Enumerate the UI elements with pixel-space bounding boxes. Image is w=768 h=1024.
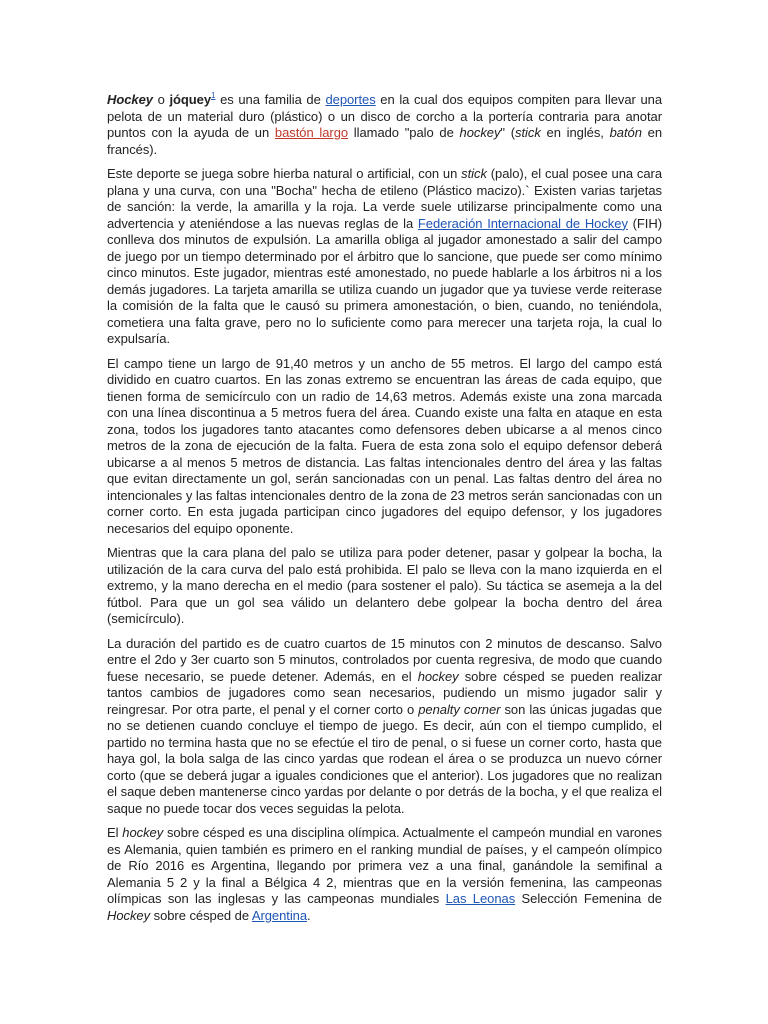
text-segment: (palo), el cual posee una cara plana y una curva, con una "Bocha" hecha de etileno (Plástico macizo).` Existen varias tarjetas de sanción: la verde, la amarilla y la roja. La verde suele utilizarse principalmente como una advertencia y ateniéndose a las nuevas reglas de la xyxy=(107,166,663,231)
text-segment: sobre césped de xyxy=(150,907,252,923)
link-baston-largo[interactable]: bastón largo xyxy=(274,125,349,140)
text-segment: (FIH) conlleva dos minutos de expulsión. La amarilla obliga al jugador amonestado a salir del campo de juego por un tiempo determinado por el árbitro que lo sancione, que puede ser como mínimo cinco minutos. Este jugador, mientras esté amonestado, no puede hablarle a los árbitros ni a los demás jugadores. La tarjeta amarilla se utiliza cuando un jugador que ya tuviese verde reiterase la comisión de la falta que le causó su primera amonestación, o bien, cuando, no teniéndola, cometiera una falta grave, pero no lo suficiente como para merecer una tarjeta roja, la cual lo expulsaría. xyxy=(107,215,662,346)
term-stick: stick xyxy=(461,166,487,181)
term-hockey: hockey xyxy=(122,825,164,840)
paragraph-stick-use xyxy=(107,545,662,628)
term-stick: stick xyxy=(515,125,541,140)
text-segment: en inglés, xyxy=(540,125,610,140)
term-penalty-corner: penalty corner xyxy=(418,701,501,717)
article-body xyxy=(107,92,662,932)
link-deportes[interactable]: deportes xyxy=(325,92,376,107)
text-segment: son las únicas jugadas que no se detienen cuando concluye el tiempo de juego. Es decir, aún con el tiempo cumplido, el partido no termina hasta que no se efectúe el tiro de penal, o si fuese un corner corto, hasta que haya gol, la bola salga de las cinco yardas que rodean el área o se produzca un nuevo córner corto (que se deberá jugar a iguales condiciones que el anterior). Los jugadores que no realizan el saque deben mantenerse cinco yardas por delante o por detrás de la bocha, y el que realiza el saque no puede tocar dos veces seguidas la pelota. xyxy=(107,701,663,816)
text-segment: en francés). xyxy=(107,125,663,157)
text-segment: " ( xyxy=(500,125,516,140)
footnote-ref-link[interactable]: 1 xyxy=(211,91,216,100)
term-joquey: jóquey xyxy=(169,92,212,107)
text-segment: sobre césped se pueden realizar tantos cambios de jugadores como sean necesarios, pudiendo un mismo jugador salir y reingresar. Por otra parte, el penal y el corner corto o xyxy=(107,668,662,717)
text-segment: El campo tiene un largo de 91,40 metros y un ancho de 55 metros. El largo del campo está dividido en cuatro cuartos. En las zonas extremo se encuentran las áreas de cada equipo, que tienen forma de semicírculo con un radio de 14,63 metros. Además existe una zona marcada con una línea discontinua a 5 metros fuera del área. Cuando existe una falta en ataque en esta zona, todos los jugadores tanto atacantes como defensores deben ubicarse a al menos cinco metros de la zona de ejecución de la falta. Fuera de esta zona solo el equipo defensor deberá ubicarse a al menos 5 metros de distancia. Las faltas intencionales dentro del área y las faltas que evitan directamente un gol, serán sancionadas con un penal. Las faltas dentro del área no intencionales y las faltas intencionales dentro de la zona de 23 metros serán sancionadas con un corner corto. En esta jugada participan cinco jugadores del equipo defensor, y los jugadores necesarios del equipo oponente. xyxy=(107,355,662,536)
text-segment: es una familia de xyxy=(215,92,326,107)
term-hockey: hockey xyxy=(459,125,501,140)
text-segment: La duración del partido es de cuatro cuartos de 15 minutos con 2 minutos de descanso. Salvo entre el 2do y 3er cuarto son 5 minutos, controlados por cuenta regresiva, de modo que cuando fuese necesario, se puede detener. Además, en el xyxy=(107,635,662,684)
term-hockey: Hockey xyxy=(107,907,151,923)
text-segment: Selección Femenina de xyxy=(515,891,662,906)
text-segment: Mientras que la cara plana del palo se utiliza para poder detener, pasar y golpear la bocha, la utilización de la cara curva del palo está prohibida. El palo se lleva con la mano izquierda en el extremo, y la mano derecha en el medio (para sostener el palo). Su táctica se asemeja a la del fútbol. Para que un gol sea válido un delantero debe golpear la bocha dentro del área (semicírculo). xyxy=(107,545,662,626)
paragraph-intro xyxy=(107,92,662,158)
text-segment: Este deporte se juega sobre hierba natural o artificial, con un xyxy=(107,166,462,181)
paragraph-rules xyxy=(107,166,662,348)
term-hockey: hockey xyxy=(417,668,459,684)
term-baton: batón xyxy=(609,125,642,140)
term-hockey: Hockey xyxy=(107,92,153,107)
text-segment: en la cual dos equipos compiten para llevar una pelota de un material duro (plástico) o un disco de corcho a la portería contraria para anotar puntos con la ayuda de un xyxy=(107,92,662,140)
text-segment: llamado "palo de xyxy=(348,125,460,140)
link-las-leonas[interactable]: Las Leonas xyxy=(445,891,516,906)
text-segment: . xyxy=(307,907,311,923)
text-segment: o xyxy=(152,92,170,107)
link-fih[interactable]: Federación Internacional de Hockey xyxy=(417,215,628,231)
text-segment: El xyxy=(107,825,123,840)
paragraph-field xyxy=(107,356,662,538)
paragraph-olympic xyxy=(107,825,662,924)
link-argentina[interactable]: Argentina xyxy=(251,907,308,923)
text-segment: sobre césped es una disciplina olímpica. Actualmente el campeón mundial en varones es Alemania, quien también es primero en el ranking mundial de países, y el campeón olímpico de Río 2016 es Argentina, llegando por primera vez a una final, ganándole la semifinal a Alemania 5 2 y la final a Bélgica 4 2, mientras que en la versión femenina, las campeonas olímpicas son las inglesas y las campeonas mundiales xyxy=(107,825,662,906)
paragraph-duration xyxy=(107,636,662,818)
